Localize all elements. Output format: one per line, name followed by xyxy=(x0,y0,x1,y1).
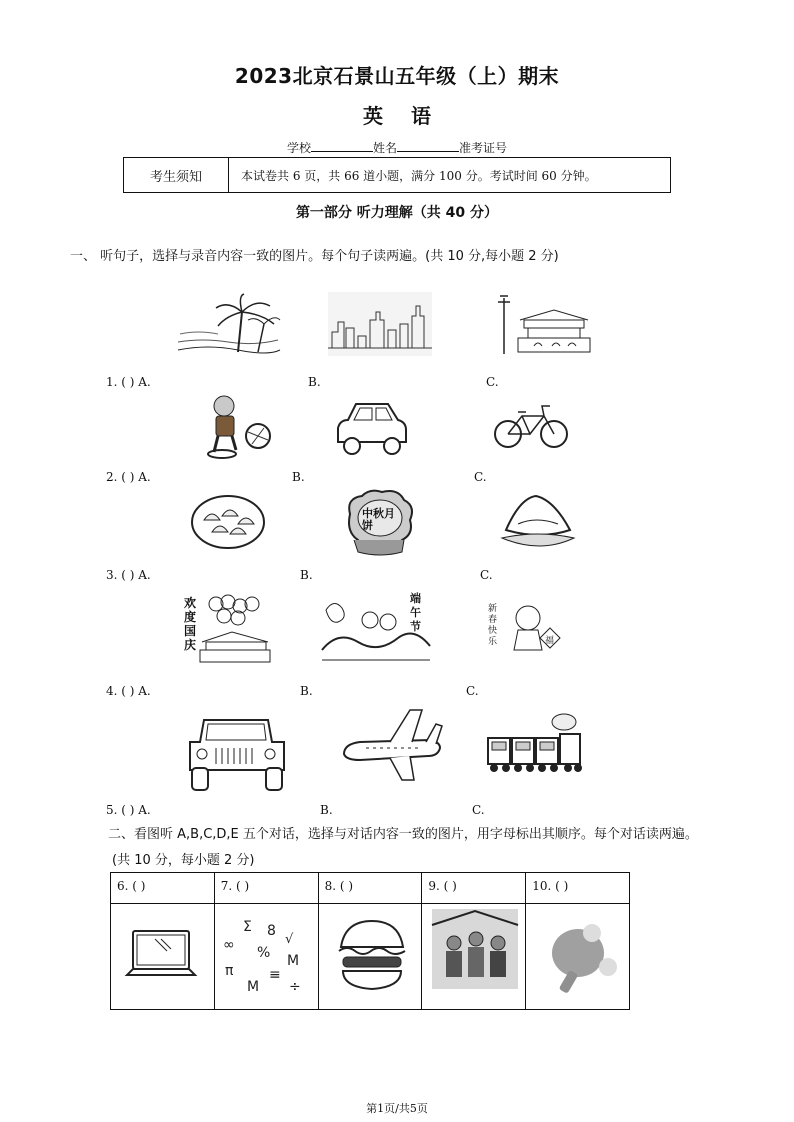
laptop-cell xyxy=(111,903,215,1009)
question-1-option-c: C. xyxy=(486,375,499,389)
question-5-option-c: C. xyxy=(472,803,485,817)
jeep-image xyxy=(186,708,288,794)
answer-grid-images xyxy=(111,903,629,1009)
question-5-label: 5. ( ) A. xyxy=(106,803,151,817)
grid-header-8[interactable]: 8. ( ) xyxy=(319,873,423,903)
grid-header-9[interactable]: 9. ( ) xyxy=(422,873,526,903)
family-scene-cell xyxy=(422,903,526,1009)
svg-text:√: √ xyxy=(284,932,294,947)
question-2-label: 2. ( ) A. xyxy=(106,470,151,484)
svg-text:∞: ∞ xyxy=(222,937,235,953)
exam-title: 2023北京石景山五年级（上）期末 xyxy=(234,64,560,88)
hamburger-cell xyxy=(319,903,423,1009)
hamburger-image xyxy=(337,917,407,995)
question-5-option-b: B. xyxy=(320,803,333,817)
bicycle-image xyxy=(494,402,568,450)
fu-text: 福 xyxy=(545,636,555,646)
tiananmen-image xyxy=(494,292,592,358)
svg-text:M: M xyxy=(286,953,299,969)
section1-title: 一、 听句子，选择与录音内容一致的图片。每个句子读两遍。(共 10 分,每小题 2 分) xyxy=(70,249,559,264)
answer-grid-header xyxy=(111,873,629,904)
svg-text:≡: ≡ xyxy=(268,967,281,983)
ping-pong-image xyxy=(546,923,620,995)
family-scene-image xyxy=(432,909,518,989)
svg-text:Σ: Σ xyxy=(242,919,252,935)
ping-pong-cell xyxy=(526,903,629,1009)
question-2-option-c: C. xyxy=(474,470,487,484)
question-4-option-b: B. xyxy=(300,684,313,698)
notice-label: 考生须知 xyxy=(124,158,229,192)
train-image xyxy=(486,712,584,786)
question-1-option-b: B. xyxy=(308,375,321,389)
laptop-image xyxy=(125,927,197,983)
question-3-label: 3. ( ) A. xyxy=(106,568,151,582)
section2-points: (共 10 分，每小题 2 分) xyxy=(112,853,255,868)
airplane-image xyxy=(340,704,444,782)
grid-header-7[interactable]: 7. ( ) xyxy=(215,873,319,903)
city-skyline-image xyxy=(328,292,432,356)
name-label: 姓名 xyxy=(372,141,397,155)
question-3-option-b: B. xyxy=(300,568,313,582)
dumplings-image xyxy=(190,494,266,550)
exam-id-label: 准考证号 xyxy=(459,141,508,155)
question-1-label: 1. ( ) A. xyxy=(106,375,151,389)
beach-palm-image xyxy=(178,294,280,356)
svg-text:%: % xyxy=(256,945,271,961)
page-footer: 第1页/共5页 xyxy=(366,1102,428,1115)
svg-text:π: π xyxy=(224,963,234,979)
student-info-line xyxy=(0,139,794,156)
svg-text:M: M xyxy=(246,979,259,995)
boy-fixing-bike-image xyxy=(202,392,274,462)
question-3-option-c: C. xyxy=(480,568,493,582)
section2-title: 二、看图听 A,B,C,D,E 五个对话，选择与对话内容一致的图片，用字母标出其顺序。每个对话读两遍。 xyxy=(108,827,698,842)
svg-text:8: 8 xyxy=(266,923,276,939)
answer-grid xyxy=(110,872,630,1010)
national-day-text: 欢度国庆 xyxy=(184,596,197,652)
math-symbols-cell xyxy=(215,903,319,1009)
question-2-option-b: B. xyxy=(292,470,305,484)
math-symbols-image xyxy=(217,909,313,1009)
subject-title: 英语 xyxy=(363,104,459,128)
question-4-label: 4. ( ) A. xyxy=(106,684,151,698)
question-4-option-c: C. xyxy=(466,684,479,698)
svg-text:÷: ÷ xyxy=(288,979,301,995)
mooncake-text: 中秋月饼 xyxy=(362,507,395,532)
dragon-boat-text: 端午节 xyxy=(410,592,421,633)
car-image xyxy=(334,398,410,460)
school-label: 学校 xyxy=(286,141,311,155)
zongzi-image xyxy=(500,494,576,552)
notice-box xyxy=(123,157,671,193)
grid-header-10[interactable]: 10. ( ) xyxy=(532,879,569,893)
grid-header-6[interactable]: 6. ( ) xyxy=(111,873,215,903)
part1-title: 第一部分 听力理解（共 40 分） xyxy=(295,205,499,221)
school-blank[interactable] xyxy=(311,139,373,152)
name-blank[interactable] xyxy=(397,139,459,152)
notice-text: 本试卷共 6 页，共 66 道小题，满分 100 分。考试时间 60 分钟。 xyxy=(241,168,597,183)
spring-festival-text: 新春快乐 xyxy=(488,604,498,647)
